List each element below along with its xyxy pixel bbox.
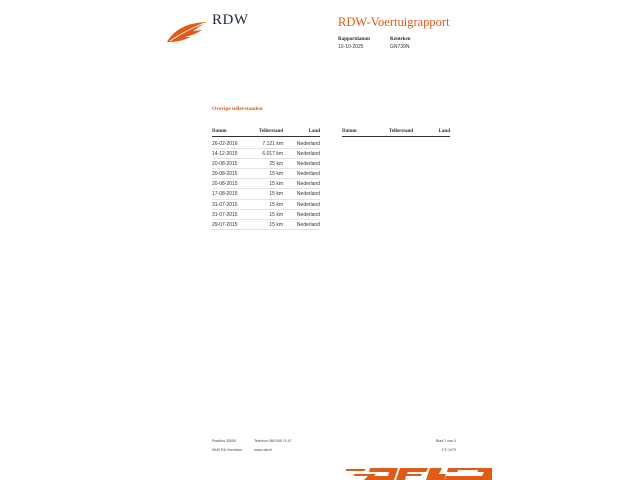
row-land: Nederland	[296, 201, 320, 208]
row-km: 15 km	[269, 191, 283, 198]
row-km: 15 km	[269, 201, 283, 208]
row-km: 15 km	[269, 211, 283, 218]
header-date: Datum	[342, 129, 357, 134]
report-title: RDW-Voertuigrapport	[338, 15, 450, 29]
footer-phone: Telefoon 088 008 74 47	[254, 439, 292, 443]
row-date: 29-07-2015	[212, 221, 238, 228]
row-km: 15 km	[269, 171, 283, 178]
odometer-table-second-column	[342, 129, 450, 137]
row-date: 14-12-2015	[212, 151, 238, 158]
row-km: 7.121 km	[262, 141, 283, 147]
row-km: 25 km	[269, 161, 283, 168]
report-date-label: Rapportdatum	[338, 37, 370, 42]
table-row	[212, 189, 320, 199]
plate-label: Kenteken	[390, 37, 411, 42]
table-row	[212, 200, 320, 210]
row-date: 20-08-2015	[212, 171, 238, 178]
row-km: 15 km	[269, 181, 283, 188]
footer-page-number: Blad 2 van 4	[436, 439, 456, 443]
row-land: Nederland	[296, 141, 320, 147]
row-date: 26-02-2016	[212, 141, 238, 147]
table-row	[212, 169, 320, 179]
row-land: Nederland	[296, 211, 320, 218]
row-land: Nederland	[296, 151, 320, 158]
report-date-value: 10-10-2025	[338, 44, 364, 50]
footer-code: 2 E 1079	[441, 448, 456, 452]
row-km: 15 km	[269, 221, 283, 228]
row-land: Nederland	[296, 221, 320, 228]
footer-website[interactable]: www.rdw.nl	[254, 448, 272, 452]
row-date: 20-08-2015	[212, 161, 238, 168]
row-land: Nederland	[296, 181, 320, 188]
row-land: Nederland	[296, 191, 320, 198]
table-row	[212, 210, 320, 220]
row-date: 20-08-2015	[212, 181, 238, 188]
row-land: Nederland	[296, 171, 320, 178]
row-date: 31-07-2015	[212, 211, 238, 218]
table-row	[212, 139, 320, 149]
row-km: 6.017 km	[262, 151, 283, 158]
table-row	[212, 159, 320, 169]
header-km: Tellerstand	[389, 129, 413, 134]
odometer-table	[212, 129, 320, 230]
table-row	[212, 179, 320, 189]
table-header	[342, 129, 450, 137]
section-title: Overige tellerstanden	[212, 106, 263, 112]
header-date: Datum	[212, 129, 227, 134]
plate-value: GN739N	[390, 44, 410, 50]
table-header	[212, 129, 320, 137]
footer-postbus: Postbus 30000	[212, 439, 236, 443]
logo-text: RDW	[212, 12, 249, 28]
header-km: Tellerstand	[259, 129, 283, 134]
row-land: Nederland	[296, 161, 320, 168]
row-date: 31-07-2015	[212, 201, 238, 208]
header-land: Land	[438, 129, 450, 134]
footer-address: 9640 RA Veendam	[212, 448, 242, 452]
header-land: Land	[308, 129, 320, 134]
table-row	[212, 220, 320, 230]
rdw-logo-icon	[166, 20, 208, 44]
table-row	[212, 149, 320, 159]
row-date: 17-08-2015	[212, 191, 238, 198]
brand-stripe-icon	[346, 464, 492, 480]
